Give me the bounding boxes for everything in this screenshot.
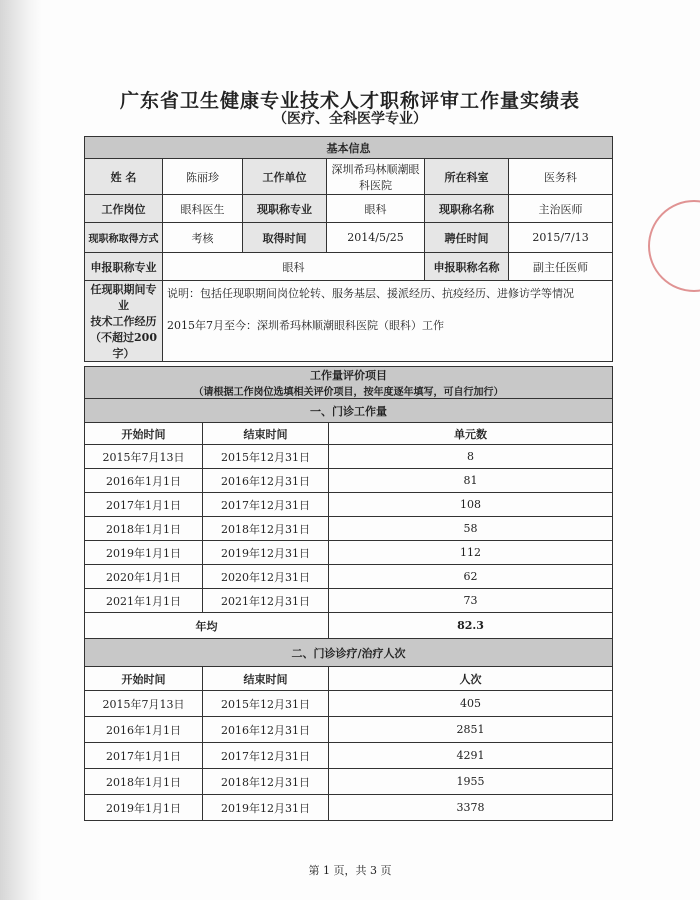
cell-end: 2020年12月31日 — [203, 565, 329, 589]
page-edge-shadow — [0, 0, 42, 900]
cell-start: 2015年7月13日 — [85, 445, 203, 469]
cell-end: 2018年12月31日 — [203, 517, 329, 541]
experience-content — [163, 281, 613, 362]
hire-time-value: 2015/7/13 — [509, 223, 613, 253]
workload-header — [85, 367, 613, 399]
table-row — [85, 493, 613, 517]
cell-start: 2016年1月1日 — [85, 469, 203, 493]
table-row — [85, 469, 613, 493]
experience-note: 说明：包括任现职期间岗位轮转、服务基层、援派经历、抗疫经历、进修访学等情况 — [167, 287, 574, 300]
cell-end: 2019年12月31日 — [203, 541, 329, 565]
cur-title-label: 现职称名称 — [425, 195, 509, 223]
cell-end: 2016年12月31日 — [203, 717, 329, 743]
cell-start: 2020年1月1日 — [85, 565, 203, 589]
experience-text: 2015年7月至今：深圳希玛林顺潮眼科医院（眼科）工作 — [167, 319, 444, 332]
cell-end: 2016年12月31日 — [203, 469, 329, 493]
unit-value: 深圳希玛林顺潮眼科医院 — [327, 159, 425, 195]
cell-units: 8 — [329, 445, 613, 469]
page-footer: 第 1 页，共 3 页 — [308, 864, 392, 877]
table-row — [85, 795, 613, 821]
workload-title: 工作量评价项目 — [310, 369, 387, 382]
table-row — [85, 565, 613, 589]
apply-title-value: 副主任医师 — [509, 253, 613, 281]
outpatient-col-units: 单元数 — [329, 423, 613, 445]
document-title: 广东省卫生健康专业技术人才职称评审工作量实绩表 — [119, 90, 580, 112]
outpatient-section-title: 一、门诊工作量 — [85, 399, 613, 423]
dept-label: 所在科室 — [425, 159, 509, 195]
cur-major-value: 眼科 — [327, 195, 425, 223]
obtain-time-value: 2014/5/25 — [327, 223, 425, 253]
table-row — [85, 445, 613, 469]
cell-start: 2018年1月1日 — [85, 769, 203, 795]
treatment-col-visits: 人次 — [329, 667, 613, 691]
experience-label-line-1: 任现职期间专业 — [90, 283, 157, 312]
outpatient-col-start: 开始时间 — [85, 423, 203, 445]
cell-visits: 4291 — [329, 743, 613, 769]
cur-title-value: 主治医师 — [509, 195, 613, 223]
name-label: 姓 名 — [85, 159, 163, 195]
cell-start: 2019年1月1日 — [85, 795, 203, 821]
cell-units: 81 — [329, 469, 613, 493]
workload-table — [84, 366, 613, 821]
cell-visits: 2851 — [329, 717, 613, 743]
apply-major-label: 申报职称专业 — [85, 253, 163, 281]
name-value: 陈丽珍 — [163, 159, 243, 195]
basic-info-table — [84, 136, 613, 362]
apply-major-value: 眼科 — [163, 253, 425, 281]
cell-start: 2016年1月1日 — [85, 717, 203, 743]
obtain-time-label: 取得时间 — [243, 223, 327, 253]
table-row — [85, 743, 613, 769]
cell-end: 2019年12月31日 — [203, 795, 329, 821]
obtain-method-value: 考核 — [163, 223, 243, 253]
hire-time-label: 聘任时间 — [425, 223, 509, 253]
cell-start: 2018年1月1日 — [85, 517, 203, 541]
document-subtitle: （医疗、全科医学专业） — [273, 111, 427, 127]
table-row — [85, 769, 613, 795]
experience-label — [85, 281, 163, 362]
experience-label-line-2: 技术工作经历 — [90, 315, 157, 328]
cell-units: 58 — [329, 517, 613, 541]
cell-end: 2018年12月31日 — [203, 769, 329, 795]
treatment-col-start: 开始时间 — [85, 667, 203, 691]
cell-visits: 3378 — [329, 795, 613, 821]
cur-major-label: 现职称专业 — [243, 195, 327, 223]
treatment-section-title: 二、门诊诊疗/治疗人次 — [85, 639, 613, 667]
cell-start: 2017年1月1日 — [85, 493, 203, 517]
cell-end: 2015年12月31日 — [203, 691, 329, 717]
post-label: 工作岗位 — [85, 195, 163, 223]
post-value: 眼科医生 — [163, 195, 243, 223]
workload-note: （请根据工作岗位选填相关评价项目，按年度逐年填写，可自行加行） — [193, 387, 504, 398]
cell-start: 2015年7月13日 — [85, 691, 203, 717]
cell-visits: 405 — [329, 691, 613, 717]
cell-start: 2021年1月1日 — [85, 589, 203, 613]
cell-start: 2017年1月1日 — [85, 743, 203, 769]
experience-label-line-3: （不超过200字） — [90, 331, 157, 360]
cell-visits: 1955 — [329, 769, 613, 795]
dept-value: 医务科 — [509, 159, 613, 195]
treatment-col-end: 结束时间 — [203, 667, 329, 691]
obtain-method-label: 现职称取得方式 — [85, 223, 163, 253]
basic-info-header: 基本信息 — [85, 137, 613, 159]
cell-start: 2019年1月1日 — [85, 541, 203, 565]
outpatient-col-end: 结束时间 — [203, 423, 329, 445]
unit-label: 工作单位 — [243, 159, 327, 195]
cell-end: 2021年12月31日 — [203, 589, 329, 613]
annual-average-label: 年均 — [85, 613, 329, 639]
cell-end: 2015年12月31日 — [203, 445, 329, 469]
cell-end: 2017年12月31日 — [203, 743, 329, 769]
cell-units: 108 — [329, 493, 613, 517]
apply-title-label: 申报职称名称 — [425, 253, 509, 281]
cell-units: 112 — [329, 541, 613, 565]
annual-average-value: 82.3 — [329, 613, 613, 639]
cell-units: 73 — [329, 589, 613, 613]
red-seal-stamp — [648, 200, 700, 292]
table-row — [85, 691, 613, 717]
table-row — [85, 541, 613, 565]
cell-end: 2017年12月31日 — [203, 493, 329, 517]
cell-units: 62 — [329, 565, 613, 589]
table-row — [85, 717, 613, 743]
table-row — [85, 517, 613, 541]
table-row — [85, 589, 613, 613]
